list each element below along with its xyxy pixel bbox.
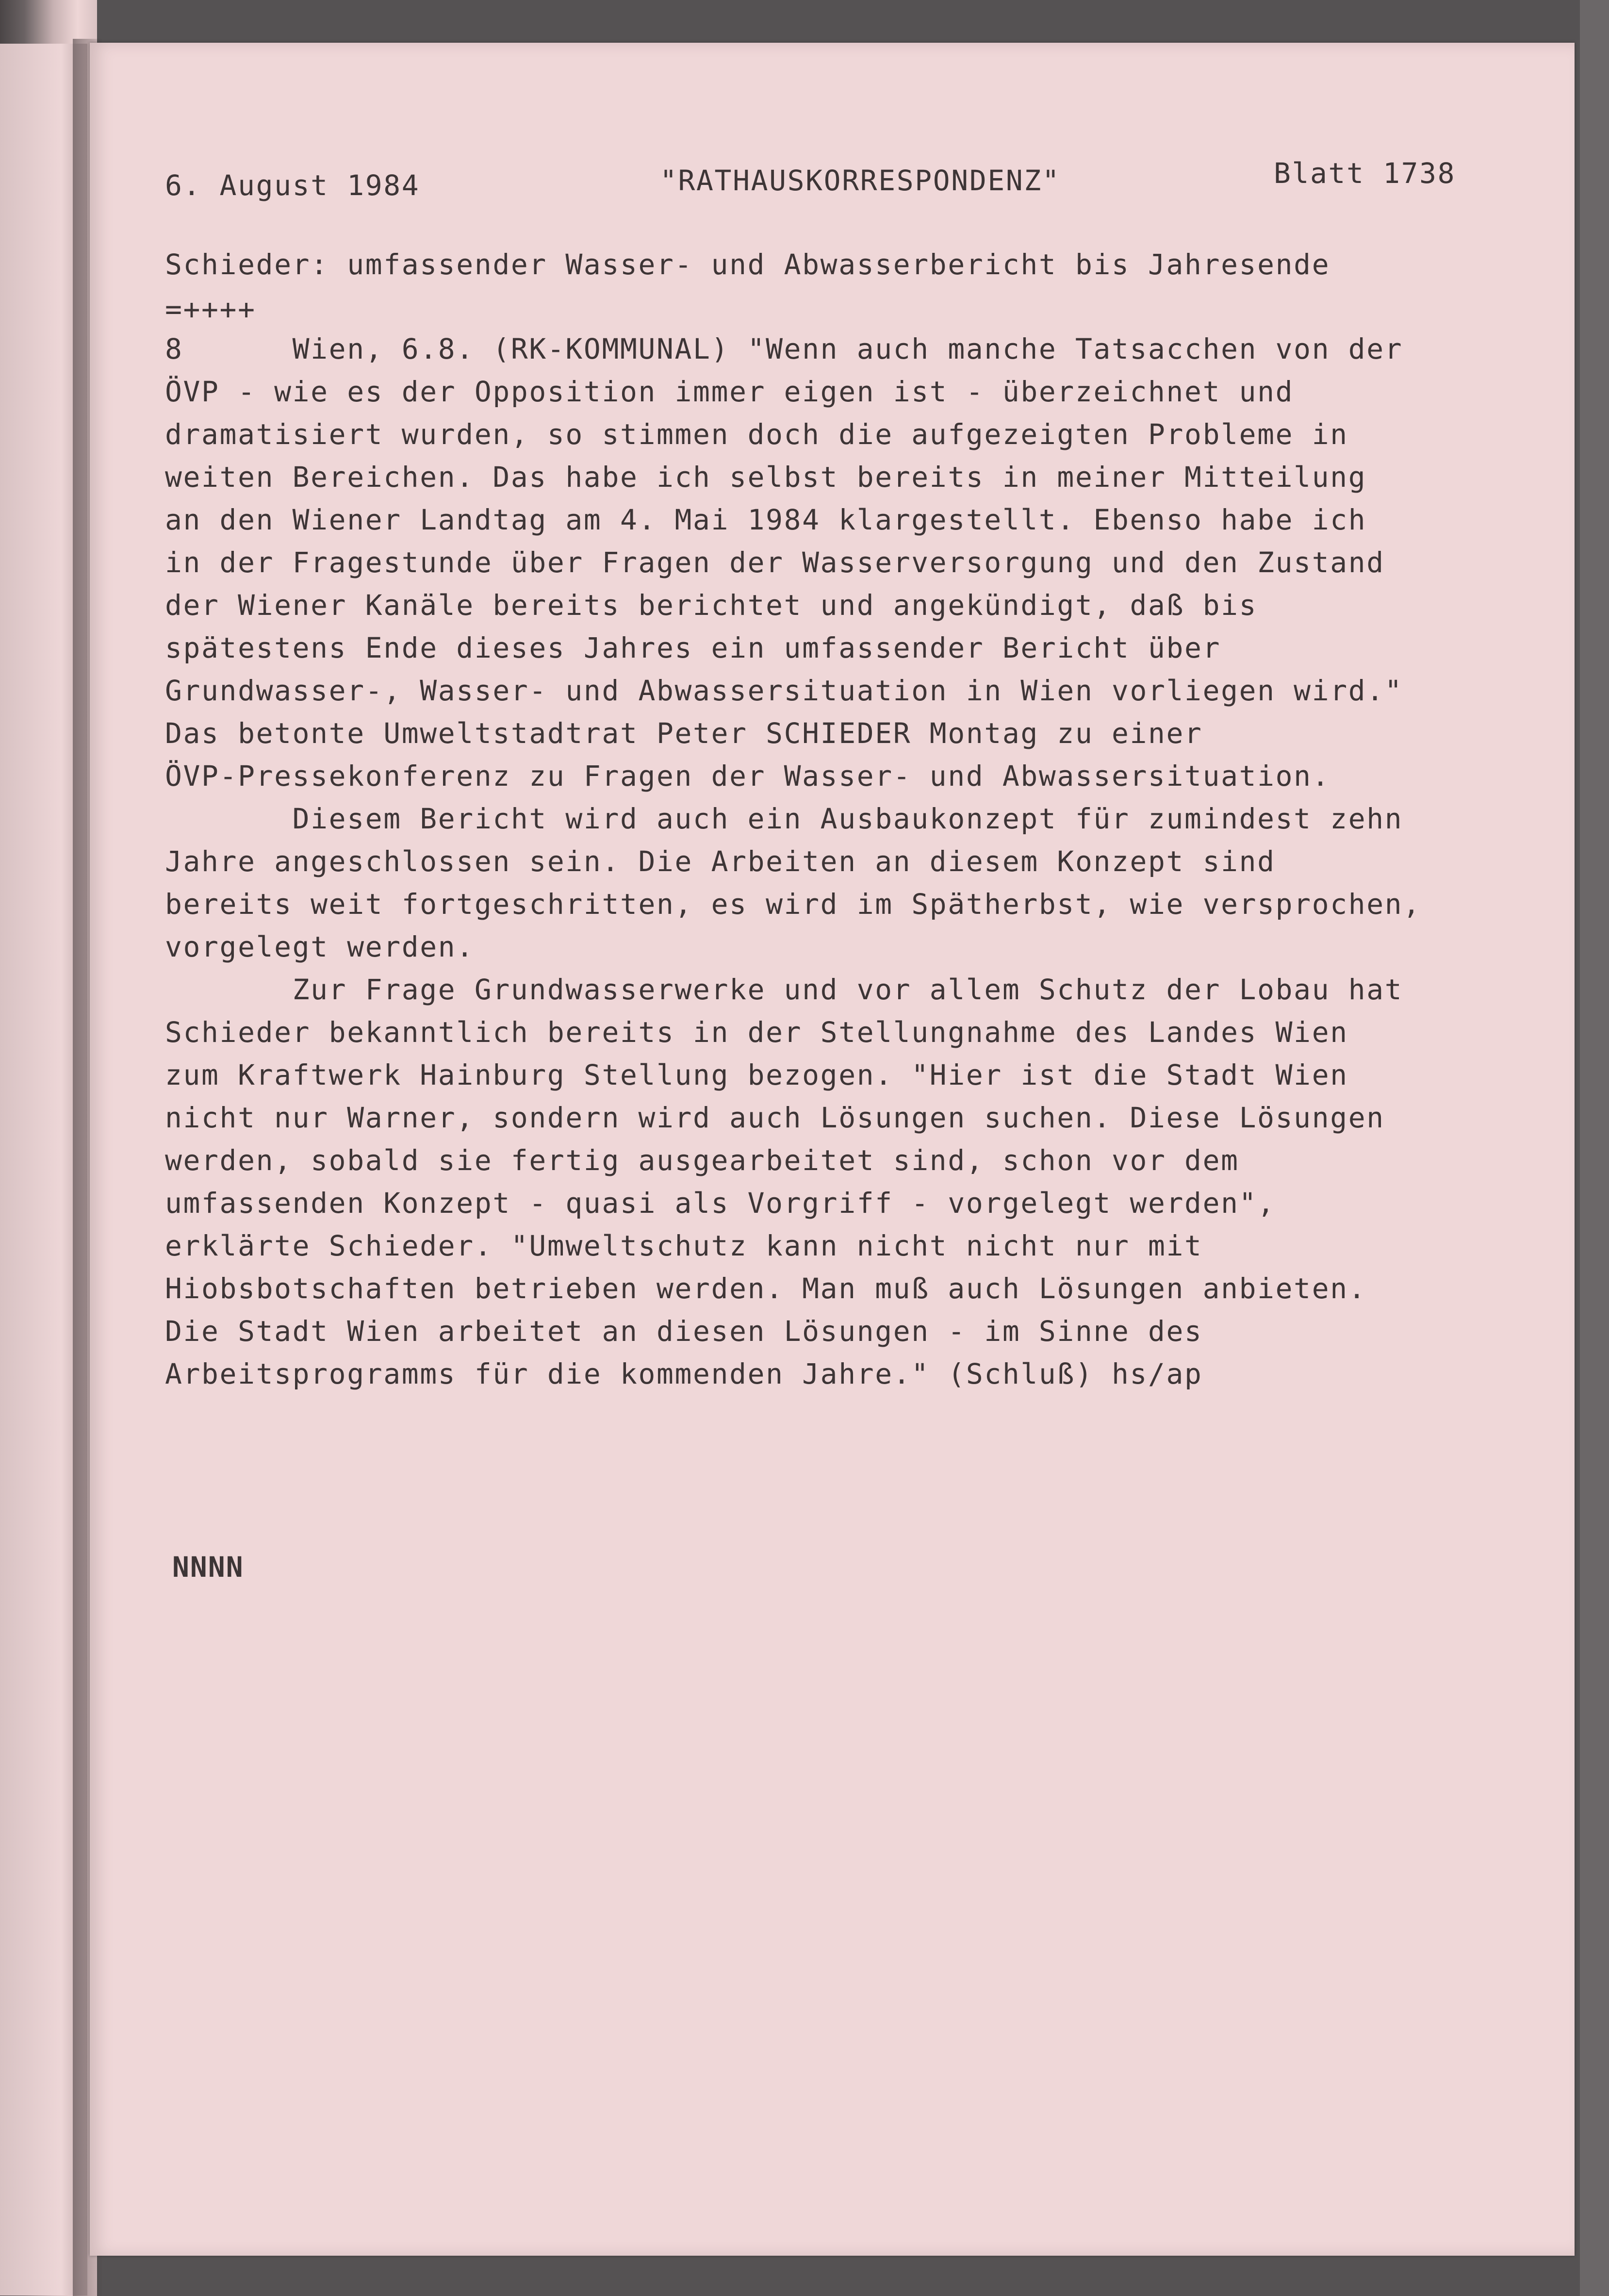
- body-line: weiten Bereichen. Das habe ich selbst bereits in meiner Mitteilung: [165, 461, 1367, 494]
- body-line: Schieder bekanntlich bereits in der Stellungnahme des Landes Wien: [165, 1016, 1348, 1049]
- body-line: der Wiener Kanäle bereits berichtet und angekündigt, daß bis: [165, 589, 1258, 622]
- body-line: Die Stadt Wien arbeitet an diesen Lösungen - im Sinne des: [165, 1315, 1203, 1348]
- body-line: nicht nur Warner, sondern wird auch Lösungen suchen. Diese Lösungen: [165, 1101, 1385, 1134]
- body-line: ÖVP-Pressekonferenz zu Fragen der Wasser- und Abwassersituation.: [165, 760, 1330, 793]
- body-line: in der Fragestunde über Fragen der Wasserversorgung und den Zustand: [165, 546, 1385, 579]
- scan-background-edge: [1580, 0, 1609, 2296]
- separator-line: =++++: [165, 293, 256, 326]
- body-line: Jahre angeschlossen sein. Die Arbeiten an diesem Konzept sind: [165, 845, 1276, 878]
- header-date: 6. August 1984: [165, 169, 420, 202]
- header-sheet-number: Blatt 1738: [1274, 157, 1456, 190]
- body-line: vorgelegt werden.: [165, 930, 475, 963]
- body-line: erklärte Schieder. "Umweltschutz kann nicht nicht nur mit: [165, 1229, 1203, 1262]
- end-marker: NNNN: [172, 1551, 244, 1584]
- document-page: [90, 43, 1575, 2256]
- body-line: Zur Frage Grundwasserwerke und vor allem Schutz der Lobau hat: [165, 973, 1403, 1006]
- body-line: spätestens Ende dieses Jahres ein umfassender Bericht über: [165, 631, 1221, 664]
- body-line: 8 Wien, 6.8. (RK-KOMMUNAL) "Wenn auch manche Tatsacchen von der: [165, 332, 1403, 365]
- body-line: ÖVP - wie es der Opposition immer eigen ist - überzeichnet und: [165, 375, 1294, 408]
- body-line: Diesem Bericht wird auch ein Ausbaukonzept für zumindest zehn: [165, 802, 1403, 835]
- body-line: bereits weit fortgeschritten, es wird im Spätherbst, wie versprochen,: [165, 888, 1421, 921]
- header-publication: "RATHAUSKORRESPONDENZ": [660, 164, 1061, 197]
- body-line: Das betonte Umweltstadtrat Peter SCHIEDER Montag zu einer: [165, 717, 1203, 750]
- body-line: an den Wiener Landtag am 4. Mai 1984 klargestellt. Ebenso habe ich: [165, 503, 1367, 536]
- body-line: Grundwasser-, Wasser- und Abwassersituation in Wien vorliegen wird.": [165, 674, 1403, 707]
- body-line: Hiobsbotschaften betrieben werden. Man muß auch Lösungen anbieten.: [165, 1272, 1367, 1305]
- headline: Schieder: umfassender Wasser- und Abwasserbericht bis Jahresende: [165, 248, 1330, 281]
- body-line: zum Kraftwerk Hainburg Stellung bezogen. "Hier ist die Stadt Wien: [165, 1058, 1348, 1091]
- body-line: dramatisiert wurden, so stimmen doch die aufgezeigten Probleme in: [165, 418, 1348, 451]
- body-line: Arbeitsprogramms für die kommenden Jahre." (Schluß) hs/ap: [165, 1357, 1203, 1390]
- body-line: werden, sobald sie fertig ausgearbeitet sind, schon vor dem: [165, 1144, 1239, 1177]
- body-line: umfassenden Konzept - quasi als Vorgriff - vorgelegt werden",: [165, 1187, 1276, 1220]
